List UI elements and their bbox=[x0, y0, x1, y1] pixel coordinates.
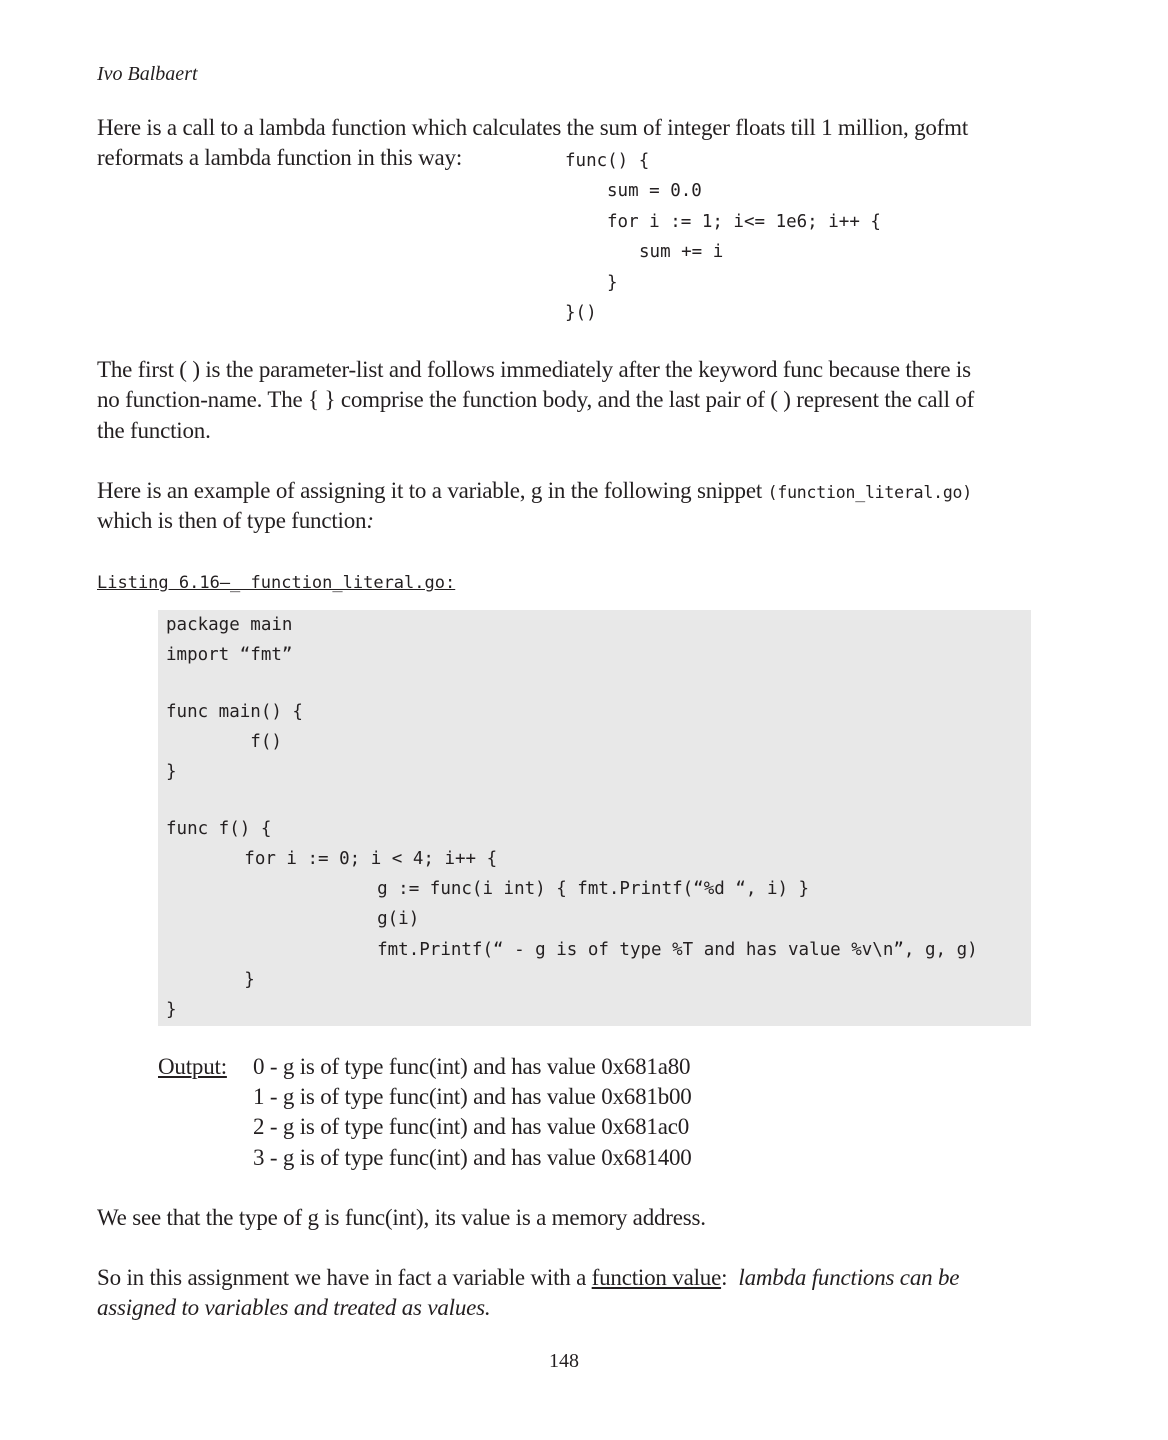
code-line: func main() { bbox=[166, 702, 303, 722]
output-label: Output: bbox=[158, 1054, 227, 1079]
code-line: for i := 1; i<= 1e6; i++ { bbox=[607, 212, 881, 232]
code-listing-box bbox=[158, 610, 1031, 1026]
page-number: 148 bbox=[549, 1350, 579, 1372]
code-line: sum = 0.0 bbox=[607, 181, 702, 201]
code-line: f() bbox=[166, 732, 282, 752]
code-line: } bbox=[166, 1000, 177, 1020]
code-line: } bbox=[166, 762, 177, 782]
code-line: } bbox=[160, 970, 255, 990]
code-line: }() bbox=[565, 303, 597, 323]
emphasis-text: lambda functions can be bbox=[738, 1265, 960, 1290]
paragraph-3-text: which is then of type function bbox=[97, 508, 367, 533]
output-line: 0 - g is of type func(int) and has value 0x681a80 bbox=[253, 1054, 691, 1079]
code-line: g := func(i int) { fmt.Printf(“%d “, i) } bbox=[198, 879, 810, 899]
code-line: g(i) bbox=[198, 909, 420, 929]
filename-inline-code: (function_literal.go) bbox=[767, 483, 973, 502]
code-line: fmt.Printf(“ - g is of type %T and has value %v\n”, g, g) bbox=[198, 940, 978, 960]
code-line: func() { bbox=[565, 151, 650, 171]
code-line: package main bbox=[166, 615, 293, 635]
code-line: import “fmt” bbox=[166, 645, 293, 665]
paragraph-4: We see that the type of g is func(int), its value is a memory address. bbox=[97, 1205, 706, 1230]
paragraph-5-text: So in this assignment we have in fact a variable with a bbox=[97, 1265, 592, 1290]
intro-line-2: reformats a lambda function in this way: bbox=[97, 145, 463, 170]
code-line: for i := 0; i < 4; i++ { bbox=[160, 849, 498, 869]
intro-line-1: Here is a call to a lambda function which calculates the sum of integer floats till 1 million, gofmt bbox=[97, 115, 969, 140]
paragraph-3-text: Here is an example of assigning it to a variable, g in the following snippet bbox=[97, 478, 768, 503]
output-line: 1 - g is of type func(int) and has value 0x681b00 bbox=[253, 1084, 692, 1109]
code-line: func f() { bbox=[166, 819, 272, 839]
output-line: 3 - g is of type func(int) and has value 0x681400 bbox=[253, 1145, 692, 1170]
paragraph-5-line-1 bbox=[97, 1265, 1032, 1291]
paragraph-2-line-2: no function-name. The { } comprise the function body, and the last pair of ( ) represent the call of bbox=[97, 387, 975, 412]
function-value-term: function value bbox=[591, 1265, 722, 1290]
paragraph-3-line-1 bbox=[97, 478, 972, 504]
paragraph-3-line-2 bbox=[97, 508, 374, 534]
running-header-author: Ivo Balbaert bbox=[97, 63, 198, 85]
listing-title: Listing 6.16–_ function_literal.go: bbox=[97, 573, 456, 593]
paragraph-2-line-3: the function. bbox=[97, 418, 211, 443]
paragraph-2-line-1: The first ( ) is the parameter-list and follows immediately after the keyword func because there is bbox=[97, 357, 971, 382]
code-line: } bbox=[607, 273, 618, 293]
paragraph-5-line-2: assigned to variables and treated as values. bbox=[97, 1295, 491, 1320]
paragraph-3-colon: : bbox=[366, 508, 374, 533]
paragraph-5-colon: : bbox=[721, 1265, 739, 1290]
output-line: 2 - g is of type func(int) and has value 0x681ac0 bbox=[253, 1114, 690, 1139]
code-line: sum += i bbox=[639, 242, 724, 262]
